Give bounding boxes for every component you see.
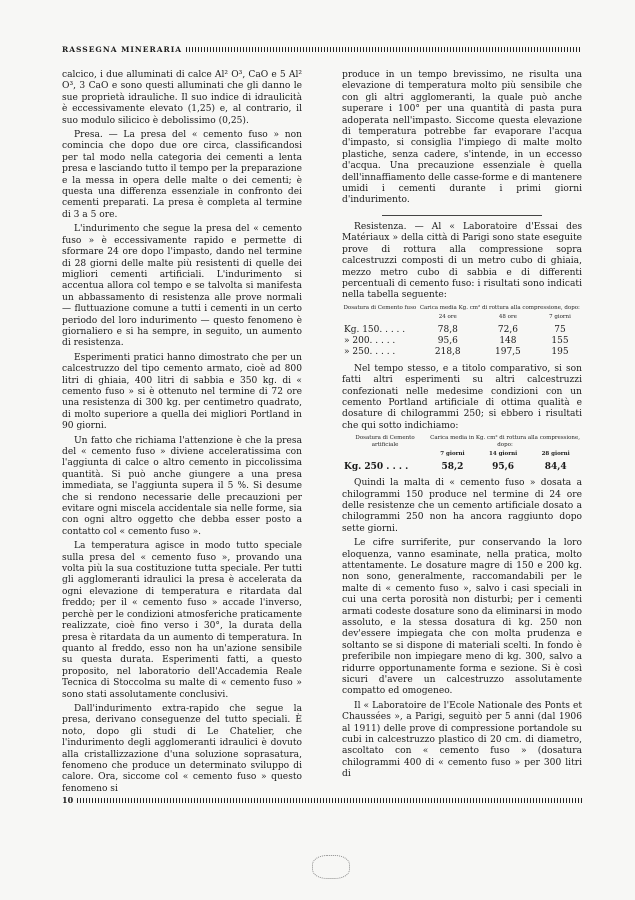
table-subheader: 24 ore xyxy=(438,314,457,321)
paragraph: Dall'indurimento extra-rapido che segue la presa, derivano conseguenze del tutto speciali. È noto, dopo gli studi di Le Chatelier, che l'indurimento degli agglomeranti idraulici è dovuto alla cristallizzazione d'una soluzione soprasatura, fenomeno che produce un determinato sviluppo di calore. Ora, siccome col « cemento fuso » questo fenomeno si xyxy=(62,703,302,794)
row-label: » 250. . . . . xyxy=(344,347,396,358)
table-header-dose: Dosatura di Cemento fuso xyxy=(343,304,417,311)
cell-value: 148 xyxy=(499,336,517,347)
table-row xyxy=(342,325,582,336)
right-column xyxy=(342,70,582,788)
results-table-portland xyxy=(342,435,582,473)
table-subheader: 48 ore xyxy=(498,314,517,321)
library-stamp xyxy=(312,855,350,879)
paragraph: La temperatura agisce in modo tutto speciale sulla presa del « cemento fuso », provando una volta più la sua costituzione tutta speciale. Per tutti gli agglomeranti idraulici la presa è accelerata da ogni elevazione di temperatura e ritardata dal freddo; per il « cemento fuso » accade l'inverso, perchè per le condizioni atmosferiche praticamente realizzate, cioè fino verso i 30°, la durata della presa è ritardata da un aumento di temperatura. In quanto al freddo, esso non ha un'azione sensibile su questa durata. Esperimenti fatti, a questo proposito, nel laboratorio dell'Accademia Reale Tecnica di Stoccolma su malte di « cemento fuso » sono stati assolutamente conclusivi. xyxy=(62,541,302,700)
paragraph: Le cifre surriferite, pur conservando la loro eloquenza, vanno esaminate, nella pratica, molto attentamente. Le dosature magre di 150 e 200 kg. non sono, generalmente, raccomandabili per le malte di « cemento fuso », salvo i casi speciali in cui una certa porosità non disturbi; per i cementi armati codeste dosature sono da eliminarsi in modo assoluto, e la stessa dosatura di kg. 250 non dev'essere impiegata che con molta prudenza e soltanto se si dispone di materiali scelti. In fondo è preferibile non impiegare meno di kg. 300, salvo a ridurre opportunamente forma e sezione. Si è così sicuri d'avere un calcestruzzo assolutamente compatto ed omogeneo. xyxy=(342,538,582,697)
paragraph: Un fatto che richiama l'attenzione è che la presa del « cemento fuso » diviene acceleratissima con l'aggiunta di calce o altro cemento in piccolissima quantità. Si può anche giungere a una presa immediata, se l'aggiunta supera il 5 %. Si desume che si rendono necessarie delle precauzioni per evitare ogni miscela accidentale sia nelle forme, sia con ogni altro oggetto che debba esser posto a contatto col « cemento fuso ». xyxy=(62,435,302,537)
row-label: Kg. 150. . . . . xyxy=(344,324,406,335)
journal-title: RASSEGNA MINERARIA xyxy=(62,45,186,54)
table-subheader: 28 giorni xyxy=(541,451,570,458)
cell-value: 218,8 xyxy=(434,347,461,358)
cell-value: 195 xyxy=(551,347,569,358)
paragraph: Quindi la malta di « cemento fuso » dosata a chilogrammi 150 produce nel termine di 24 ore delle resistenze che un cemento artificiale dosato a chilogrammi 250 non ha ancora raggiunto dopo sette giorni. xyxy=(342,478,582,534)
running-header xyxy=(62,44,582,54)
results-table-cemento-fuso xyxy=(342,305,582,359)
table-subheader: 14 giorni xyxy=(489,451,518,458)
cell-value: 84,4 xyxy=(544,461,567,472)
paragraph: L'indurimento che segue la presa del « cemento fuso » è eccessivamente rapido e permette di sformare 24 ore dopo l'impasto, dando nel termine di 28 giorni delle malte più resistenti di quelle dei migliori cementi artificiali. L'indurimento si accentua allora col tempo e se talvolta si manifesta un abbassamento di resistenza alle prove normali — fluttuazione comune a tutti i cementi in un certo periodo del loro indurimento — questo fenomeno è giornaliero e si ha sempre, in seguito, un aumento di resistenza. xyxy=(62,224,302,349)
cell-value: 78,8 xyxy=(437,324,458,335)
table-subheader: 7 giorni xyxy=(549,314,571,321)
table-row xyxy=(342,336,582,347)
paragraph: Il « Laboratoire de l'Ecole Nationale des Ponts et Chaussées », a Parigi, seguitò per 5 anni (dal 1906 al 1911) delle prove di compressione portandole su cubi in calcestruzzo plastico di 20 cm. di diametro, ascoltato con « cemento fuso » (dosatura chilogrammi 400 di « cemento fuso » per 300 litri di xyxy=(342,700,582,780)
paragraph-resistenza: Resistenza. — Al « Laboratoire d'Essai des Matériaux » della città di Parigi sono state eseguite prove di rottura alla compressione sopra calcestruzzi composti di un metro cubo di ghiaia, mezzo metro cubo di sabbia e di differenti percentuali di cemento fuso: i risultati sono indicati nella tabella seguente: xyxy=(342,221,582,301)
section-divider xyxy=(382,215,542,216)
table-subheader: 7 giorni xyxy=(440,451,465,458)
paragraph: produce in un tempo brevissimo, ne risulta una elevazione di temperatura molto più sensibile che con gli altri agglomeranti, la quale può anche superare i 100° per una quantità di pasta pura adoperata nell'impasto. Siccome questa elevazione di temperatura potrebbe far evaporare l'acqua d'impasto, si consiglia l'impiego di malte molto plastiche, senza cadere, s'intende, in un eccesso d'acqua. Una precauzione essenziale è quella dell'innaffiamento delle casse-forme e di mantenere umidi i cementi durante i primi giorni d'indurimento. xyxy=(342,70,582,206)
paragraph: Nel tempo stesso, e a titolo comparativo, si son fatti altri esperimenti su altri calcestruzzi confezionati nelle medesime condizioni con un cemento Portland artificiale di ottima qualità e dosature di chilogrammi 250; si ebbero i risultati che qui sotto indichiamo: xyxy=(342,363,582,431)
cell-value: 197,5 xyxy=(495,347,521,358)
table-header-dose: Dosatura di Cemento artificiale xyxy=(355,435,415,448)
footer-rule xyxy=(77,798,582,803)
paragraph-presa: Presa. — La presa del « cemento fuso » non comincia che dopo due ore circa, classificandosi per tal modo nella categoria dei cementi a lenta presa e lasciando tutto il tempo per la preparazione e la messa in opera delle malte o dei cementi; è questa una differenza essenziale in confronto dei cementi preparati. La presa è completa al termine di 3 a 5 ore. xyxy=(62,130,302,220)
paragraph: calcico, i due alluminati di calce Al² O³, CaO e 5 Al² O³, 3 CaO e sono questi alluminati che gli danno le sue proprietà idrauliche. Il suo indice di idraulicità è eccessivamente elevato (1,25) e, al contrario, il suo modulo silicico è debolissimo (0,25). xyxy=(62,70,302,126)
table-row xyxy=(342,347,582,358)
row-label: Kg. 250 . . . . xyxy=(344,461,409,472)
table-header-load: Carica media Kg. cm² di rottura alla compressione, dopo: xyxy=(419,304,580,311)
running-footer xyxy=(62,795,582,805)
header-rule xyxy=(186,47,582,52)
cell-value: 72,6 xyxy=(497,324,518,335)
table-header-load: Carica media in Kg. cm² di rottura alla compressione, dopo: xyxy=(430,435,580,448)
cell-value: 95,6 xyxy=(492,461,515,472)
cell-value: 75 xyxy=(554,324,566,335)
cell-value: 58,2 xyxy=(441,461,464,472)
cell-value: 95,6 xyxy=(437,336,458,347)
table-row xyxy=(342,462,582,473)
paragraph: Esperimenti pratici hanno dimostrato che per un calcestruzzo del tipo cemento armato, cioè ad 800 litri di ghiaia, 400 litri di sabbia e 350 kg. di « cemento fuso » si è ottenuto nel termine di 72 ore una resistenza di 300 kg. per centimetro quadrato, di molto superiore a quella dei migliori Portland in 90 giorni. xyxy=(62,352,302,432)
page-number: 10 xyxy=(62,795,74,805)
left-column xyxy=(62,70,302,794)
cell-value: 155 xyxy=(551,336,569,347)
row-label: » 200. . . . . xyxy=(344,336,396,347)
